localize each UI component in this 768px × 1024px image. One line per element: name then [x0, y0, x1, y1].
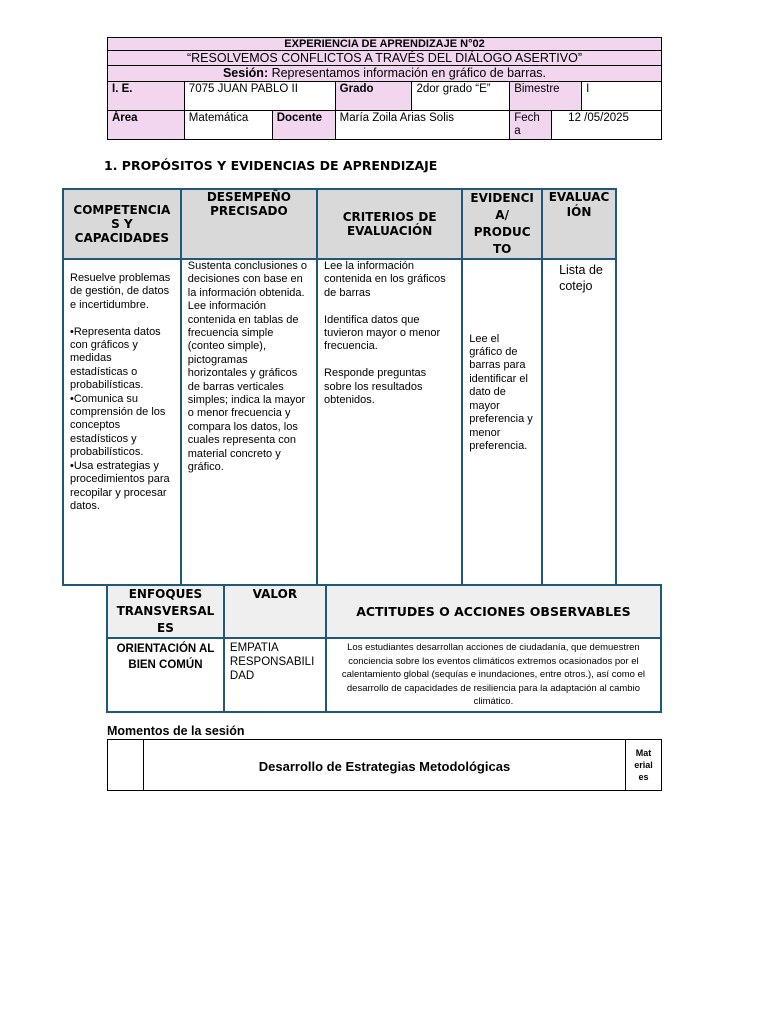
header-evaluacion: EVALUAC IÓN — [542, 189, 616, 259]
area-label: Área — [108, 111, 185, 140]
experience-title: EXPERIENCIA DE APRENDIZAJE N°02 — [108, 38, 662, 51]
header-desempeno: DESEMPEÑO PRECISADO — [181, 189, 317, 259]
enfoque-value: ORIENTACIÓN AL BIEN COMÚN — [107, 638, 224, 712]
header-enfoques: ENFOQUES TRANSVERSAL ES — [107, 585, 224, 638]
desempeno-cell: Sustenta conclusiones o decisiones con base en la información obtenida. Lee información contenida en tablas de frecuencia simple (conteo simple), pictogramas horizontales y gráficos de barras verticales simples; indica la mayor o menor frecuencia y compara los datos, los cuales representa con material concreto y gráfico. — [181, 259, 317, 585]
evidencia-cell: Lee el gráfico de barras para identificar el dato de mayor preferencia y menor preferencia. — [462, 259, 542, 585]
header-actitudes: ACTITUDES O ACCIONES OBSERVABLES — [326, 585, 661, 638]
header-competencia: COMPETENCIA S Y CAPACIDADES — [63, 189, 181, 259]
momentos-title: Momentos de la sesión — [107, 724, 245, 738]
desarrollo-header: Desarrollo de Estrategias Metodológicas — [143, 740, 625, 791]
area-value: Matemática — [184, 111, 272, 140]
bimestre-value: I — [582, 82, 662, 111]
fecha-label: Fech a — [510, 111, 552, 140]
experience-subtitle: “RESOLVEMOS CONFLICTOS A TRAVÉS DEL DIÁLOGO ASERTIVO” — [108, 51, 662, 66]
materiales-header: Mat erial es — [626, 740, 662, 791]
grado-label: Grado — [335, 82, 412, 111]
ie-value: 7075 JUAN PABLO II — [184, 82, 335, 111]
criterios-cell: Lee la información contenida en los gráficos de barras Identifica datos que tuvieron mayor o menor frecuencia. Responde preguntas sobre los resultados obtenidos. — [317, 259, 462, 585]
grado-value: 2dor grado “E” — [412, 82, 510, 111]
header-table — [107, 37, 662, 140]
session-title — [108, 66, 662, 82]
session-label: Sesión: — [222, 66, 269, 80]
session-text: Representamos información en gráfico de barras. — [268, 66, 547, 80]
section-heading-purposes: 1. PROPÓSITOS Y EVIDENCIAS DE APRENDIZAJE — [104, 158, 438, 173]
docente-label: Docente — [272, 111, 335, 140]
momentos-table — [107, 739, 662, 791]
momentos-empty-cell — [108, 740, 144, 791]
purposes-table — [62, 188, 617, 586]
header-criterios: CRITERIOS DE EVALUACIÓN — [317, 189, 462, 259]
header-evidencia: EVIDENCI A/ PRODUC TO — [462, 189, 542, 259]
bimestre-label: Bimestre — [510, 82, 582, 111]
docente-value: María Zoila Arias Solis — [335, 111, 510, 140]
ie-label: I. E. — [108, 82, 185, 111]
competencia-cell: Resuelve problemas de gestión, de datos e incertidumbre. •Representa datos con gráficos y medidas estadísticas o probabilísticas. •Comunica su comprensión de los conceptos estadísticos y probabilísticos. •Usa estrategias y procedimientos para recopilar y procesar datos. — [63, 259, 181, 585]
valor-value: EMPATIA RESPONSABILI DAD — [224, 638, 326, 712]
fecha-value: 12 /05/2025 — [552, 111, 662, 140]
evaluacion-cell: Lista de cotejo — [542, 259, 616, 585]
header-valor: VALOR — [224, 585, 326, 638]
enfoques-table — [106, 584, 662, 713]
actitudes-value: Los estudiantes desarrollan acciones de ciudadanía, que demuestren conciencia sobre los eventos climáticos extremos ocasionados por el calentamiento global (sequías e inundaciones, entre otros.), así como el desarrollo de capacidades de resiliencia para la adaptación al cambio climático. — [326, 638, 661, 712]
